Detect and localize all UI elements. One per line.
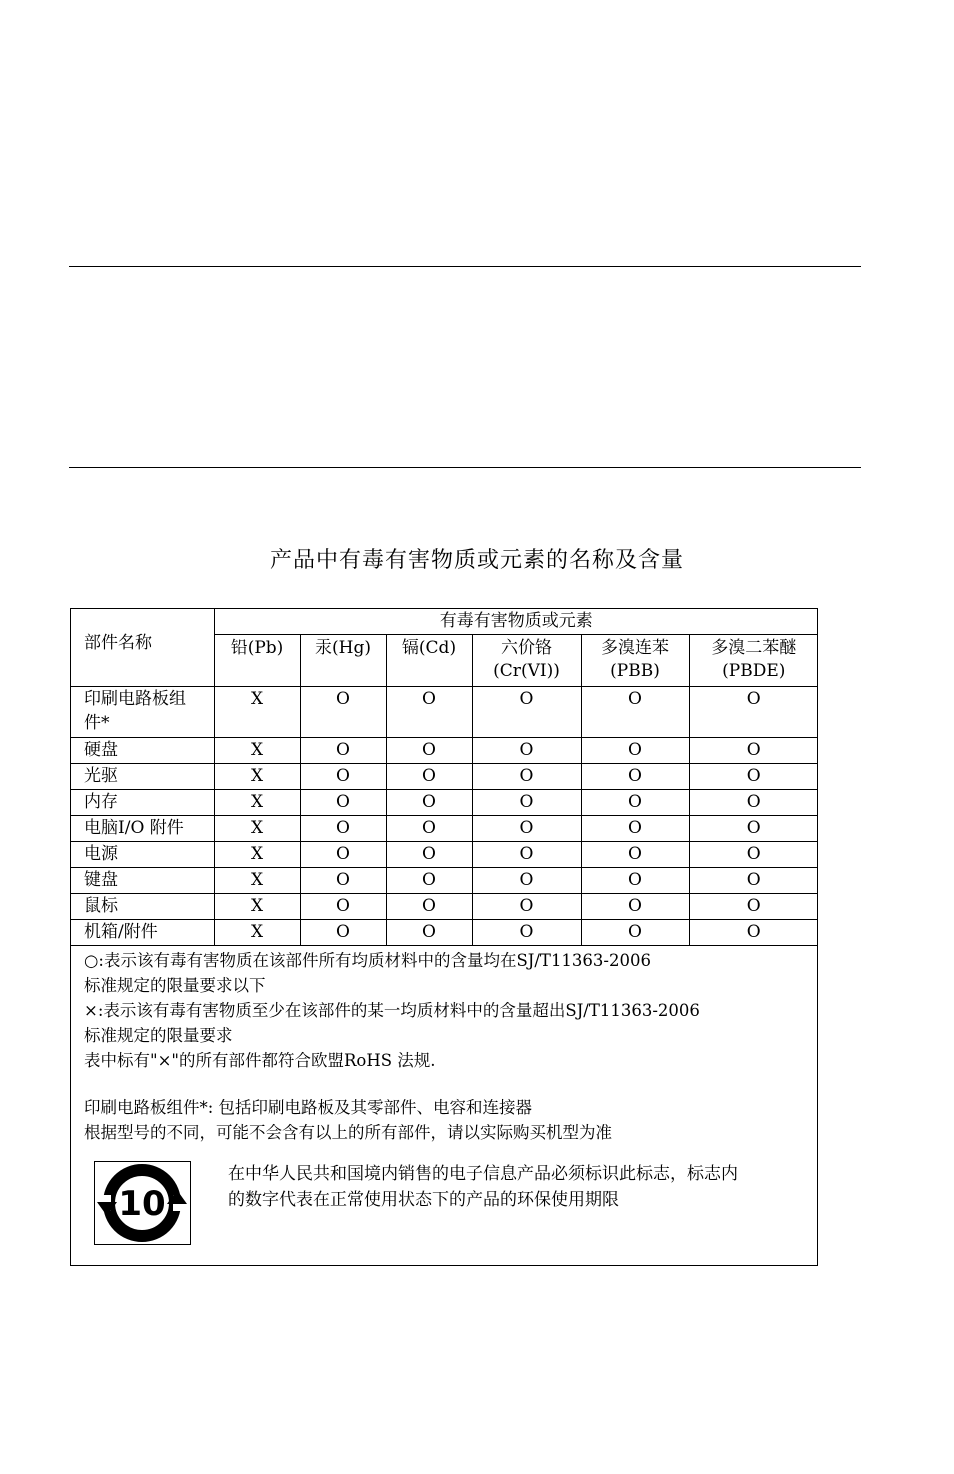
substance-value: O <box>581 764 689 790</box>
notes <box>71 946 817 1145</box>
efup-number: 10 <box>118 1184 166 1224</box>
substance-value: O <box>689 868 818 894</box>
substance-value: O <box>300 816 386 842</box>
substance-value: O <box>300 764 386 790</box>
substance-value: X <box>214 687 300 738</box>
substance-value: O <box>581 842 689 868</box>
substance-value: O <box>581 920 689 946</box>
part-name: 键盘 <box>71 868 214 894</box>
substance-value: X <box>214 920 300 946</box>
note-x-line2: 标准规定的限量要求 <box>84 1026 233 1045</box>
column-header <box>689 635 818 687</box>
column-header <box>581 635 689 687</box>
substance-value: X <box>214 790 300 816</box>
efup-10-icon <box>95 1162 190 1244</box>
table-row <box>71 894 818 920</box>
substance-value: O <box>472 894 581 920</box>
substance-value: O <box>472 738 581 764</box>
table-row <box>71 790 818 816</box>
substance-value: O <box>581 868 689 894</box>
column-header <box>214 635 300 687</box>
substance-value: O <box>386 868 472 894</box>
substance-value: O <box>689 842 818 868</box>
part-name: 光驱 <box>71 764 214 790</box>
substance-group-header: 有毒有害物质或元素 <box>214 609 818 635</box>
efup-description-line1: 在中华人民共和国境内销售的电子信息产品必须标识此标志，标志内 <box>228 1164 738 1184</box>
table-row <box>71 920 818 946</box>
substance-value: O <box>689 790 818 816</box>
substance-value: O <box>300 790 386 816</box>
column-header <box>300 635 386 687</box>
substance-value: O <box>300 894 386 920</box>
substance-value: X <box>214 868 300 894</box>
column-header-line1: 六价铬 <box>501 638 552 658</box>
part-name: 电脑I/O 附件 <box>71 816 214 842</box>
substance-value: O <box>300 868 386 894</box>
substance-value: O <box>300 920 386 946</box>
part-name: 鼠标 <box>71 894 214 920</box>
note-rohs: 表中标有"×"的所有部件都符合欧盟RoHS 法规. <box>84 1051 436 1070</box>
substance-value: O <box>472 842 581 868</box>
substance-value: O <box>472 790 581 816</box>
part-name: 机箱/附件 <box>71 920 214 946</box>
substance-value: O <box>386 842 472 868</box>
substance-value: O <box>689 687 818 738</box>
substance-value: O <box>386 764 472 790</box>
column-header-line2: (Cr(VI)) <box>493 661 560 681</box>
substance-value: O <box>386 790 472 816</box>
substance-value: O <box>581 738 689 764</box>
column-header-line1: 多溴连苯 <box>601 638 669 658</box>
efup-description-line2: 的数字代表在正常使用状态下的产品的环保使用期限 <box>228 1190 619 1210</box>
efup-description <box>228 1161 808 1213</box>
note-pcba: 印刷电路板组件*: 包括印刷电路板及其零部件、电容和连接器 <box>84 1098 533 1117</box>
note-o-line2: 标准规定的限量要求以下 <box>84 976 266 995</box>
bottom-rule <box>69 467 861 468</box>
column-header-line2: (PBDE) <box>722 661 786 681</box>
efup-logo <box>94 1161 191 1245</box>
table-row <box>71 687 818 738</box>
substance-value: O <box>689 738 818 764</box>
substance-value: O <box>689 764 818 790</box>
substance-value: O <box>581 894 689 920</box>
substance-value: O <box>689 920 818 946</box>
part-name-header: 部件名称 <box>71 609 214 687</box>
note-model: 根据型号的不同，可能不会含有以上的所有部件，请以实际购买机型为准 <box>84 1123 612 1142</box>
substance-value: O <box>300 842 386 868</box>
table-row <box>71 816 818 842</box>
substance-value: X <box>214 738 300 764</box>
substance-value: O <box>581 790 689 816</box>
substance-value: X <box>214 894 300 920</box>
table-row <box>71 764 818 790</box>
top-rule <box>69 266 861 267</box>
column-header <box>386 635 472 687</box>
substance-value: O <box>386 894 472 920</box>
substance-value: O <box>386 816 472 842</box>
substance-value: O <box>386 687 472 738</box>
column-header-line1: 镉(Cd) <box>401 638 457 658</box>
substance-value: O <box>472 764 581 790</box>
substance-value: O <box>386 738 472 764</box>
column-header-line1: 汞(Hg) <box>315 638 371 658</box>
table-row <box>71 868 818 894</box>
substance-value: O <box>300 738 386 764</box>
substance-value: O <box>300 687 386 738</box>
hazardous-substance-box <box>70 608 818 1266</box>
part-name: 内存 <box>71 790 214 816</box>
substance-value: O <box>689 816 818 842</box>
note-x-line1: ×:表示该有毒有害物质至少在该部件的某一均质材料中的含量超出SJ/T11363-2006 <box>84 1001 700 1020</box>
column-header-line1: 多溴二苯醚 <box>711 638 797 658</box>
substance-value: O <box>472 868 581 894</box>
note-o-line1: ○:表示该有毒有害物质在该部件所有均质材料中的含量均在SJ/T11363-2006 <box>84 951 651 970</box>
page-title: 产品中有毒有害物质或元素的名称及含量 <box>269 548 684 573</box>
part-name: 印刷电路板组件* <box>71 687 214 738</box>
substance-value: X <box>214 764 300 790</box>
substance-value: O <box>386 920 472 946</box>
substance-value: X <box>214 816 300 842</box>
substance-value: O <box>472 920 581 946</box>
table-row <box>71 738 818 764</box>
substance-value: O <box>472 687 581 738</box>
column-header-line2: (PBB) <box>610 661 660 681</box>
column-header <box>472 635 581 687</box>
table-row <box>71 842 818 868</box>
substance-value: O <box>581 687 689 738</box>
column-header-line1: 铅(Pb) <box>230 638 284 658</box>
substance-value: O <box>689 894 818 920</box>
part-name: 电源 <box>71 842 214 868</box>
substance-value: O <box>581 816 689 842</box>
substance-value: X <box>214 842 300 868</box>
substance-value: O <box>472 816 581 842</box>
hazardous-substance-table <box>71 609 818 946</box>
part-name: 硬盘 <box>71 738 214 764</box>
